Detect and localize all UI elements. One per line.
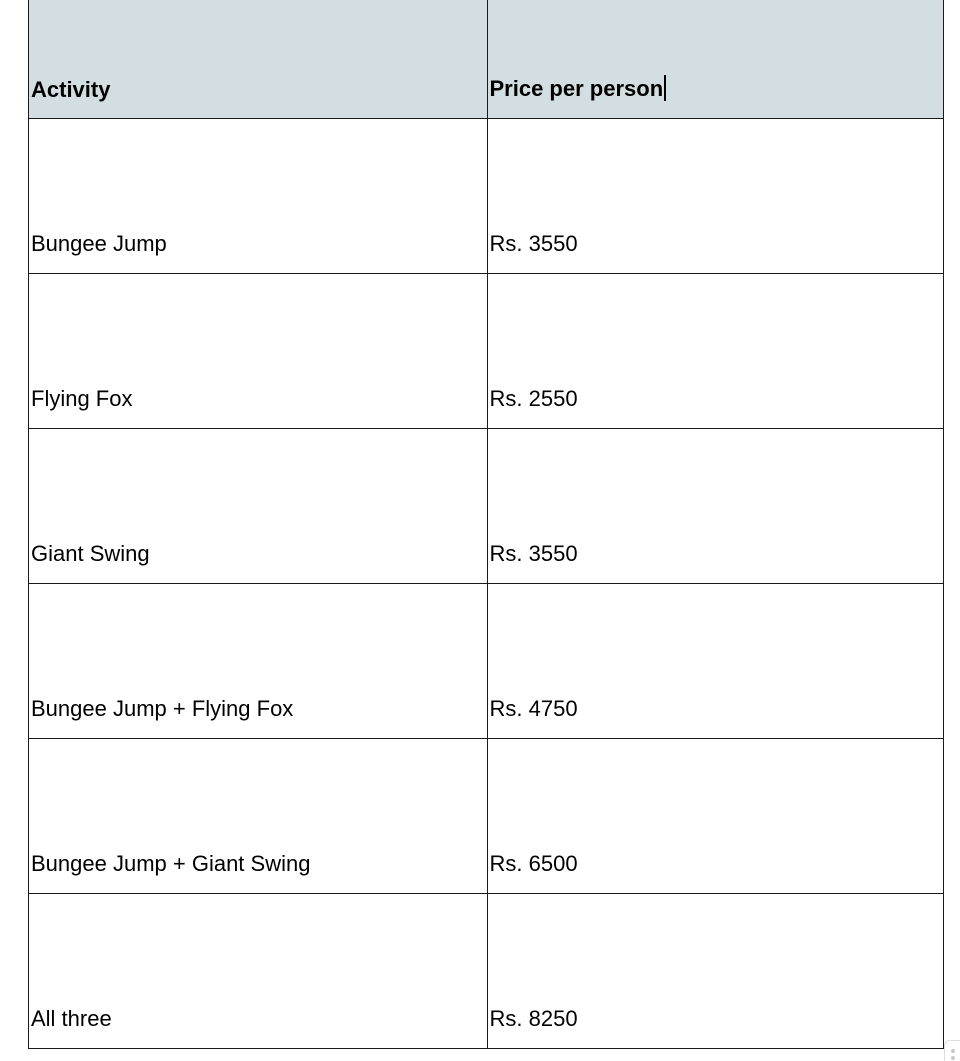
activity-cell[interactable]: Bungee Jump + Giant Swing [29, 739, 488, 894]
price-cell[interactable]: Rs. 3550 [487, 119, 944, 274]
header-cell-price[interactable] [487, 0, 944, 119]
table-row [29, 894, 944, 1049]
price-cell[interactable]: Rs. 8250 [487, 894, 944, 1049]
price-cell[interactable]: Rs. 4750 [487, 584, 944, 739]
header-activity-label: Activity [31, 77, 111, 102]
table-row [29, 739, 944, 894]
activity-cell[interactable]: Flying Fox [29, 274, 488, 429]
table-header-row [29, 0, 944, 119]
pricing-table [28, 0, 944, 1049]
text-cursor [664, 75, 666, 101]
table-row [29, 119, 944, 274]
activity-cell[interactable]: Bungee Jump + Flying Fox [29, 584, 488, 739]
activity-cell[interactable]: Bungee Jump [29, 119, 488, 274]
table-row [29, 274, 944, 429]
price-cell[interactable]: Rs. 6500 [487, 739, 944, 894]
price-cell[interactable]: Rs. 3550 [487, 429, 944, 584]
activity-cell[interactable]: Giant Swing [29, 429, 488, 584]
price-cell[interactable]: Rs. 2550 [487, 274, 944, 429]
header-price-label: Price per person [489, 76, 664, 101]
activity-cell[interactable]: All three [29, 894, 488, 1049]
drag-dot-icon [951, 1056, 955, 1060]
header-cell-activity[interactable] [29, 0, 488, 119]
drag-dot-icon [951, 1049, 955, 1053]
table-row [29, 584, 944, 739]
table-row [29, 429, 944, 584]
drag-handle[interactable] [944, 1040, 960, 1061]
